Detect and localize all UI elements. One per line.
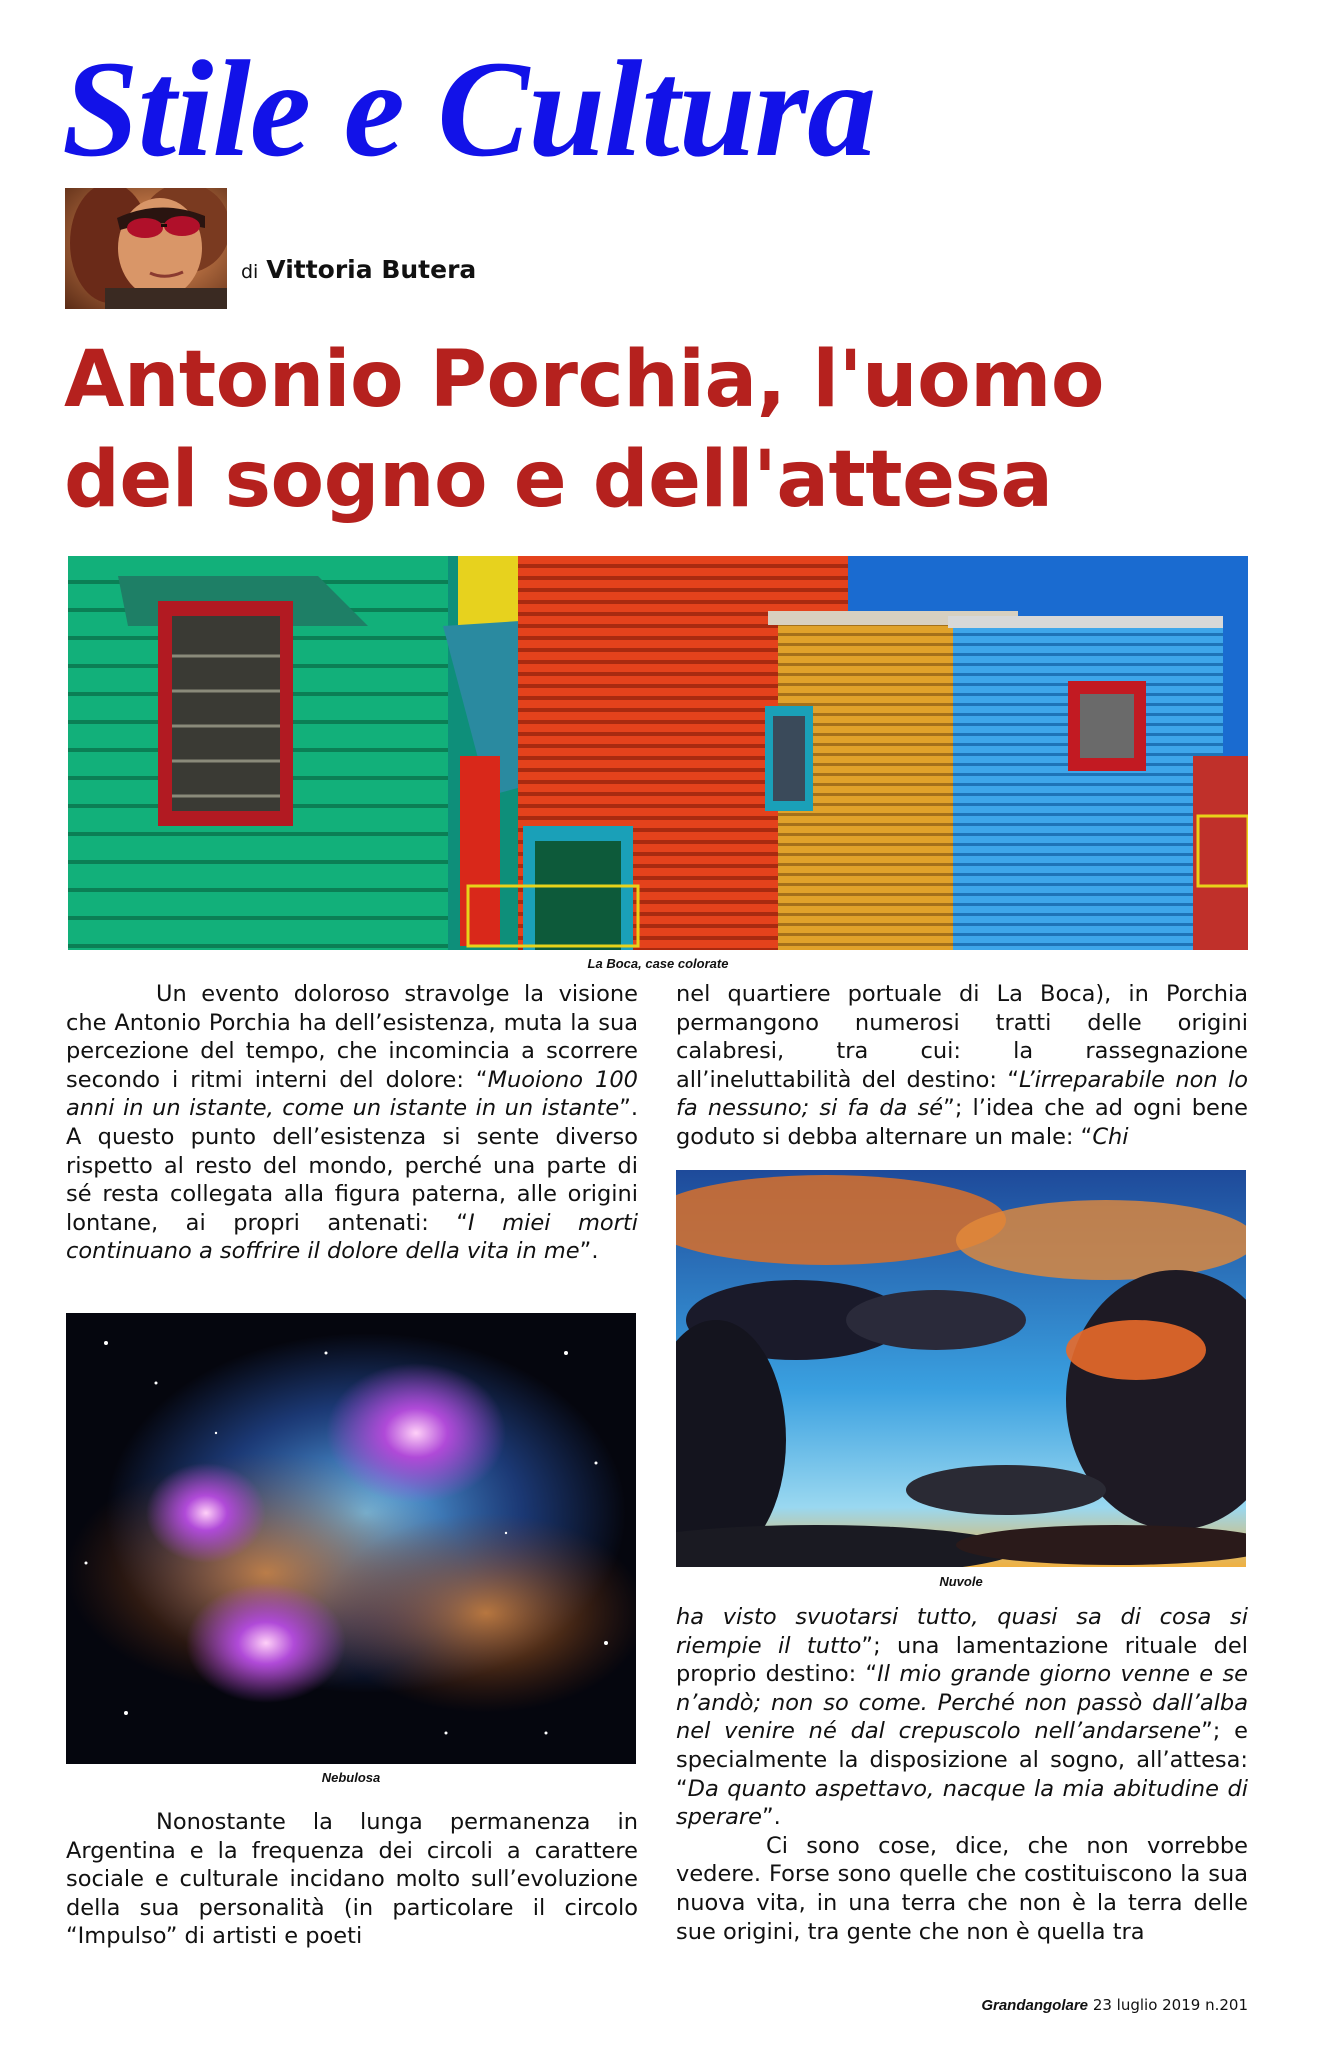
text-run: ”; e specialmente la disposizione al sogno, all’attesa: “ bbox=[676, 1718, 1249, 1802]
text-run: ”. A questo punto dell’esistenza si sente diverso rispetto al resto del mondo, perché una parte di sé resta collegata alla figura paterna, alle origini lontane, ai propri antenati: “ bbox=[66, 1095, 638, 1236]
byline-prefix: di bbox=[241, 261, 259, 283]
quote-run: Da quanto aspettavo, nacque la mia abitudine di sperare bbox=[676, 1775, 1248, 1831]
caption-la-boca: La Boca, case colorate bbox=[587, 956, 729, 971]
paragraph-2: Nonostante la lunga permanenza in Argentina e la frequenza dei circoli a carattere sociale e culturale incidano molto sull’evoluzione della sua personalità (in particolare il circolo “Impulso” di artisti e poeti bbox=[66, 1809, 638, 1950]
la-boca-photo bbox=[68, 556, 1248, 950]
paragraph-5: Ci sono cose, dice, che non vorrebbe vedere. Forse sono quelle che costituiscono la sua nuova vita, in una terra che non è la terra delle sue origini, tra gente che non è quella tra bbox=[676, 1832, 1248, 1945]
quote-run: L’irreparabile non lo fa nessuno; si fa da sé bbox=[676, 1066, 1248, 1122]
text-run: ”; una lamentazione rituale del proprio destino: “ bbox=[676, 1632, 1248, 1688]
author-portrait bbox=[65, 188, 227, 309]
column-right-bottom bbox=[676, 1603, 1248, 1946]
quote-run: I miei morti continuano a soffrire il dolore della vita in me bbox=[66, 1209, 639, 1265]
quote-run: Chi bbox=[1092, 1123, 1129, 1150]
issue-date: 23 luglio 2019 n.201 bbox=[1092, 1996, 1248, 2014]
quote-run: Muoiono 100 anni in un istante, come un istante in un istante bbox=[66, 1066, 638, 1122]
column-left-top bbox=[66, 980, 638, 1266]
nebula-photo bbox=[66, 1313, 636, 1764]
masthead: Stile e Cultura bbox=[62, 32, 876, 185]
clouds-photo bbox=[676, 1170, 1246, 1567]
text-run: Un evento doloroso stravolge la visione che Antonio Porchia ha dell’esistenza, muta la sua percezione del tempo, che incomincia a scorrere secondo i ritmi interni del dolore: “ bbox=[66, 981, 638, 1093]
publication-name: Grandangolare bbox=[981, 1997, 1089, 2014]
caption-nebula: Nebulosa bbox=[321, 1770, 381, 1785]
paragraph-1 bbox=[66, 980, 638, 1266]
text-run: nel quartiere portuale di La Boca), in Porchia permangono numerosi tratti delle origini calabresi, tra cui: la rassegnazione all’ineluttabilità del destino: “ bbox=[676, 981, 1248, 1093]
page-footer bbox=[981, 1996, 1248, 2014]
byline bbox=[241, 255, 476, 284]
paragraph-3 bbox=[676, 980, 1248, 1152]
quote-run: Il mio grande giorno venne e se n’andò; non so come. Perché non passò dall’alba nel venire né dal crepuscolo nell’andarsene bbox=[676, 1661, 1249, 1745]
text-run: ”; l’idea che ad ogni bene goduto si debba alternare un male: “ bbox=[676, 1095, 1248, 1150]
paragraph-4 bbox=[676, 1603, 1248, 1832]
column-left-bottom bbox=[66, 1808, 638, 1951]
quote-run: ha visto svuotarsi tutto, quasi sa di cosa si riempie il tutto bbox=[676, 1604, 1248, 1659]
column-right-top bbox=[676, 980, 1248, 1152]
caption-clouds: Nuvole bbox=[939, 1574, 983, 1589]
author-name: Vittoria Butera bbox=[266, 255, 477, 284]
text-run: ”. bbox=[761, 1804, 781, 1831]
text-run: ”. bbox=[579, 1238, 599, 1265]
article-title: Antonio Porchia, l'uomo del sogno e dell'attesa bbox=[64, 335, 1105, 525]
